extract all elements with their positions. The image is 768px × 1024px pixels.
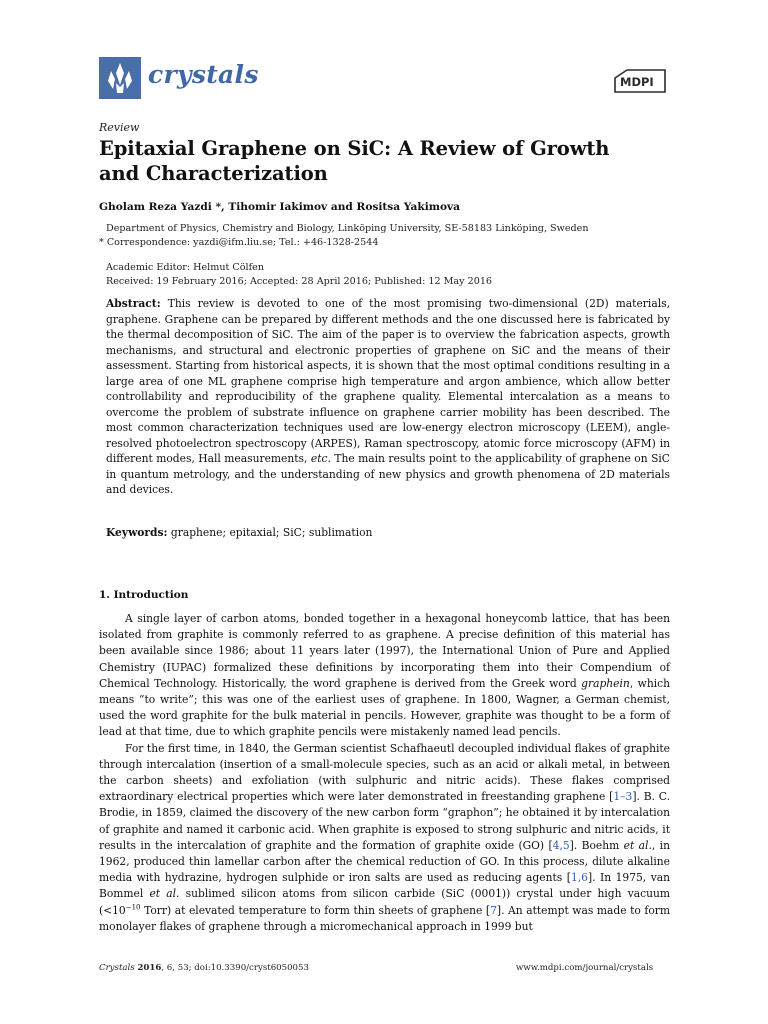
academic-editor: Academic Editor: Helmut Cölfen xyxy=(106,262,265,273)
p1-text-a: A single layer of carbon atoms, bonded together in a hexagonal honeycomb lattice, that has been isolated from graphite is commonly referred to as graphene. A precise definition of this material has been available since 1986; about 11 years later (1997), the International Union of Pure and Applied Chemistry (IUPAC) formalized these definitions by incorporating them into their Compendium of Chemical Technology. Historically, the word graphene is derived from the Greek word xyxy=(99,612,670,690)
article-title xyxy=(99,136,659,186)
correspondence: * Correspondence: yazdi@ifm.liu.se; Tel.: +46-1328-2544 xyxy=(99,237,379,248)
p2-text-g: Torr) at elevated temperature to form thin sheets of graphene [ xyxy=(140,903,491,917)
paragraph-1 xyxy=(99,611,670,741)
abstract-etc: etc xyxy=(310,452,328,465)
title-line-2: and Characterization xyxy=(99,162,328,185)
p1-graphein: graphein xyxy=(581,676,630,690)
p1-text-b: , which means “to write”; this was one of the earliest uses of graphene. In 1800, Wagner, a German chemist, used the word graphite for the bulk material in pencils. However, graphite was thought to be a form of lead at that time, due to which graphite pencils were mistakenly named lead pencils. xyxy=(99,676,670,739)
citation-link[interactable]: 1–3 xyxy=(613,790,633,804)
affiliation: Department of Physics, Chemistry and Biology, Linköping University, SE-58183 Linköping, Sweden xyxy=(106,223,589,234)
p2-text-d: , in 1962, produced thin lamellar carbon after the chemical reduction of GO. In this process, dilute alkaline media with hydrazine, hydrogen sulphide or iron salts are used as reducing agents [ xyxy=(99,838,670,885)
paragraph-2 xyxy=(99,741,670,935)
keywords-label: Keywords: xyxy=(106,526,168,539)
footer-url[interactable]: www.mdpi.com/journal/crystals xyxy=(516,963,654,973)
keywords-text: graphene; epitaxial; SiC; sublimation xyxy=(167,526,373,539)
title-line-1: Epitaxial Graphene on SiC: A Review of Growth xyxy=(99,137,610,160)
journal-name: crystals xyxy=(148,60,259,89)
article-type: Review xyxy=(99,121,140,134)
footer-journal: Crystals xyxy=(99,963,135,973)
journal-logo-icon xyxy=(99,57,141,99)
p2-text-b: ]. B. C. Brodie, in 1859, claimed the discovery of the new carbon form “graphon”; he obtained it by intercalation of graphite and named it carbonic acid. When graphite is exposed to strong sulphuric and nitric acids, it results in the intercalation of graphite and the formation of graphite oxide (GO) [ xyxy=(99,790,670,852)
citation-link[interactable]: 1,6 xyxy=(570,871,588,885)
abstract xyxy=(106,296,670,498)
p2-etal: et al. xyxy=(149,887,180,901)
citation-link[interactable]: 7 xyxy=(490,903,497,917)
p2-text-c: ]. Boehm xyxy=(569,838,624,852)
author-list: Gholam Reza Yazdi *, Tihomir Iakimov and Rositsa Yakimova xyxy=(99,201,461,213)
abstract-label: Abstract: xyxy=(106,297,161,310)
p2-superscript: −10 xyxy=(125,903,141,912)
keywords xyxy=(106,526,372,539)
body-text xyxy=(99,611,670,935)
section-heading: 1. Introduction xyxy=(99,589,189,601)
footer-doi: , 6, 53; doi:10.3390/cryst6050053 xyxy=(161,963,309,973)
publisher-name: MDPI xyxy=(620,75,654,89)
footer-year: 2016 xyxy=(137,963,162,973)
citation-link[interactable]: 4,5 xyxy=(552,838,570,852)
footer-citation xyxy=(99,963,309,973)
p2-text-f: sublimed silicon atoms from silicon carbide (SiC (0001)) crystal under high vacuum (<10 xyxy=(99,887,670,917)
p2-text-e: ]. In 1975, van Bommel xyxy=(99,871,670,901)
publication-dates: Received: 19 February 2016; Accepted: 28 April 2016; Published: 12 May 2016 xyxy=(106,276,493,287)
abstract-text-1: This review is devoted to one of the most promising two-dimensional (2D) materials, graphene. Graphene can be prepared by different methods and the one discussed here is fabricated by the thermal decomposition of SiC. The aim of the paper is to overview the fabrication aspects, growth mechanisms, and structural and electronic properties of graphene on SiC and the means of their assessment. Starting from historical aspects, it is shown that the most optimal conditions resulting in a large area of one ML graphene comprise high temperature and argon ambience, which allow better controllability and reproducibility of the graphene quality. Elemental intercalation as a means to overcome the problem of substrate influence on graphene carrier mobility has been described. The most common characterization techniques used are low-energy electron microscopy (LEEM), angle-resolved photoelectron spectroscopy (ARPES), Raman spectroscopy, atomic force microscopy (AFM) in different modes, Hall measurements, xyxy=(106,297,670,465)
p2-text-a: For the first time, in 1840, the German scientist Schafhaeutl decoupled individual flakes of graphite through intercalation (insertion of a small-molecule species, such as an acid or alkali metal, in between the carbon sheets) and exfoliation (with sulphuric and nitric acids). These flakes comprised extraordinary electrical properties which were later demonstrated in freestanding graphene [ xyxy=(99,741,670,804)
p2-text-h: ]. An attempt was made to form monolayer flakes of graphene through a micromechanical approach in 1999 but xyxy=(99,903,670,933)
abstract-text-2: . The main results point to the applicability of graphene on SiC in quantum metrology, and the understanding of new physics and growth phenomena of 2D materials and devices. xyxy=(106,452,670,496)
p2-etal: et al. xyxy=(623,838,652,852)
